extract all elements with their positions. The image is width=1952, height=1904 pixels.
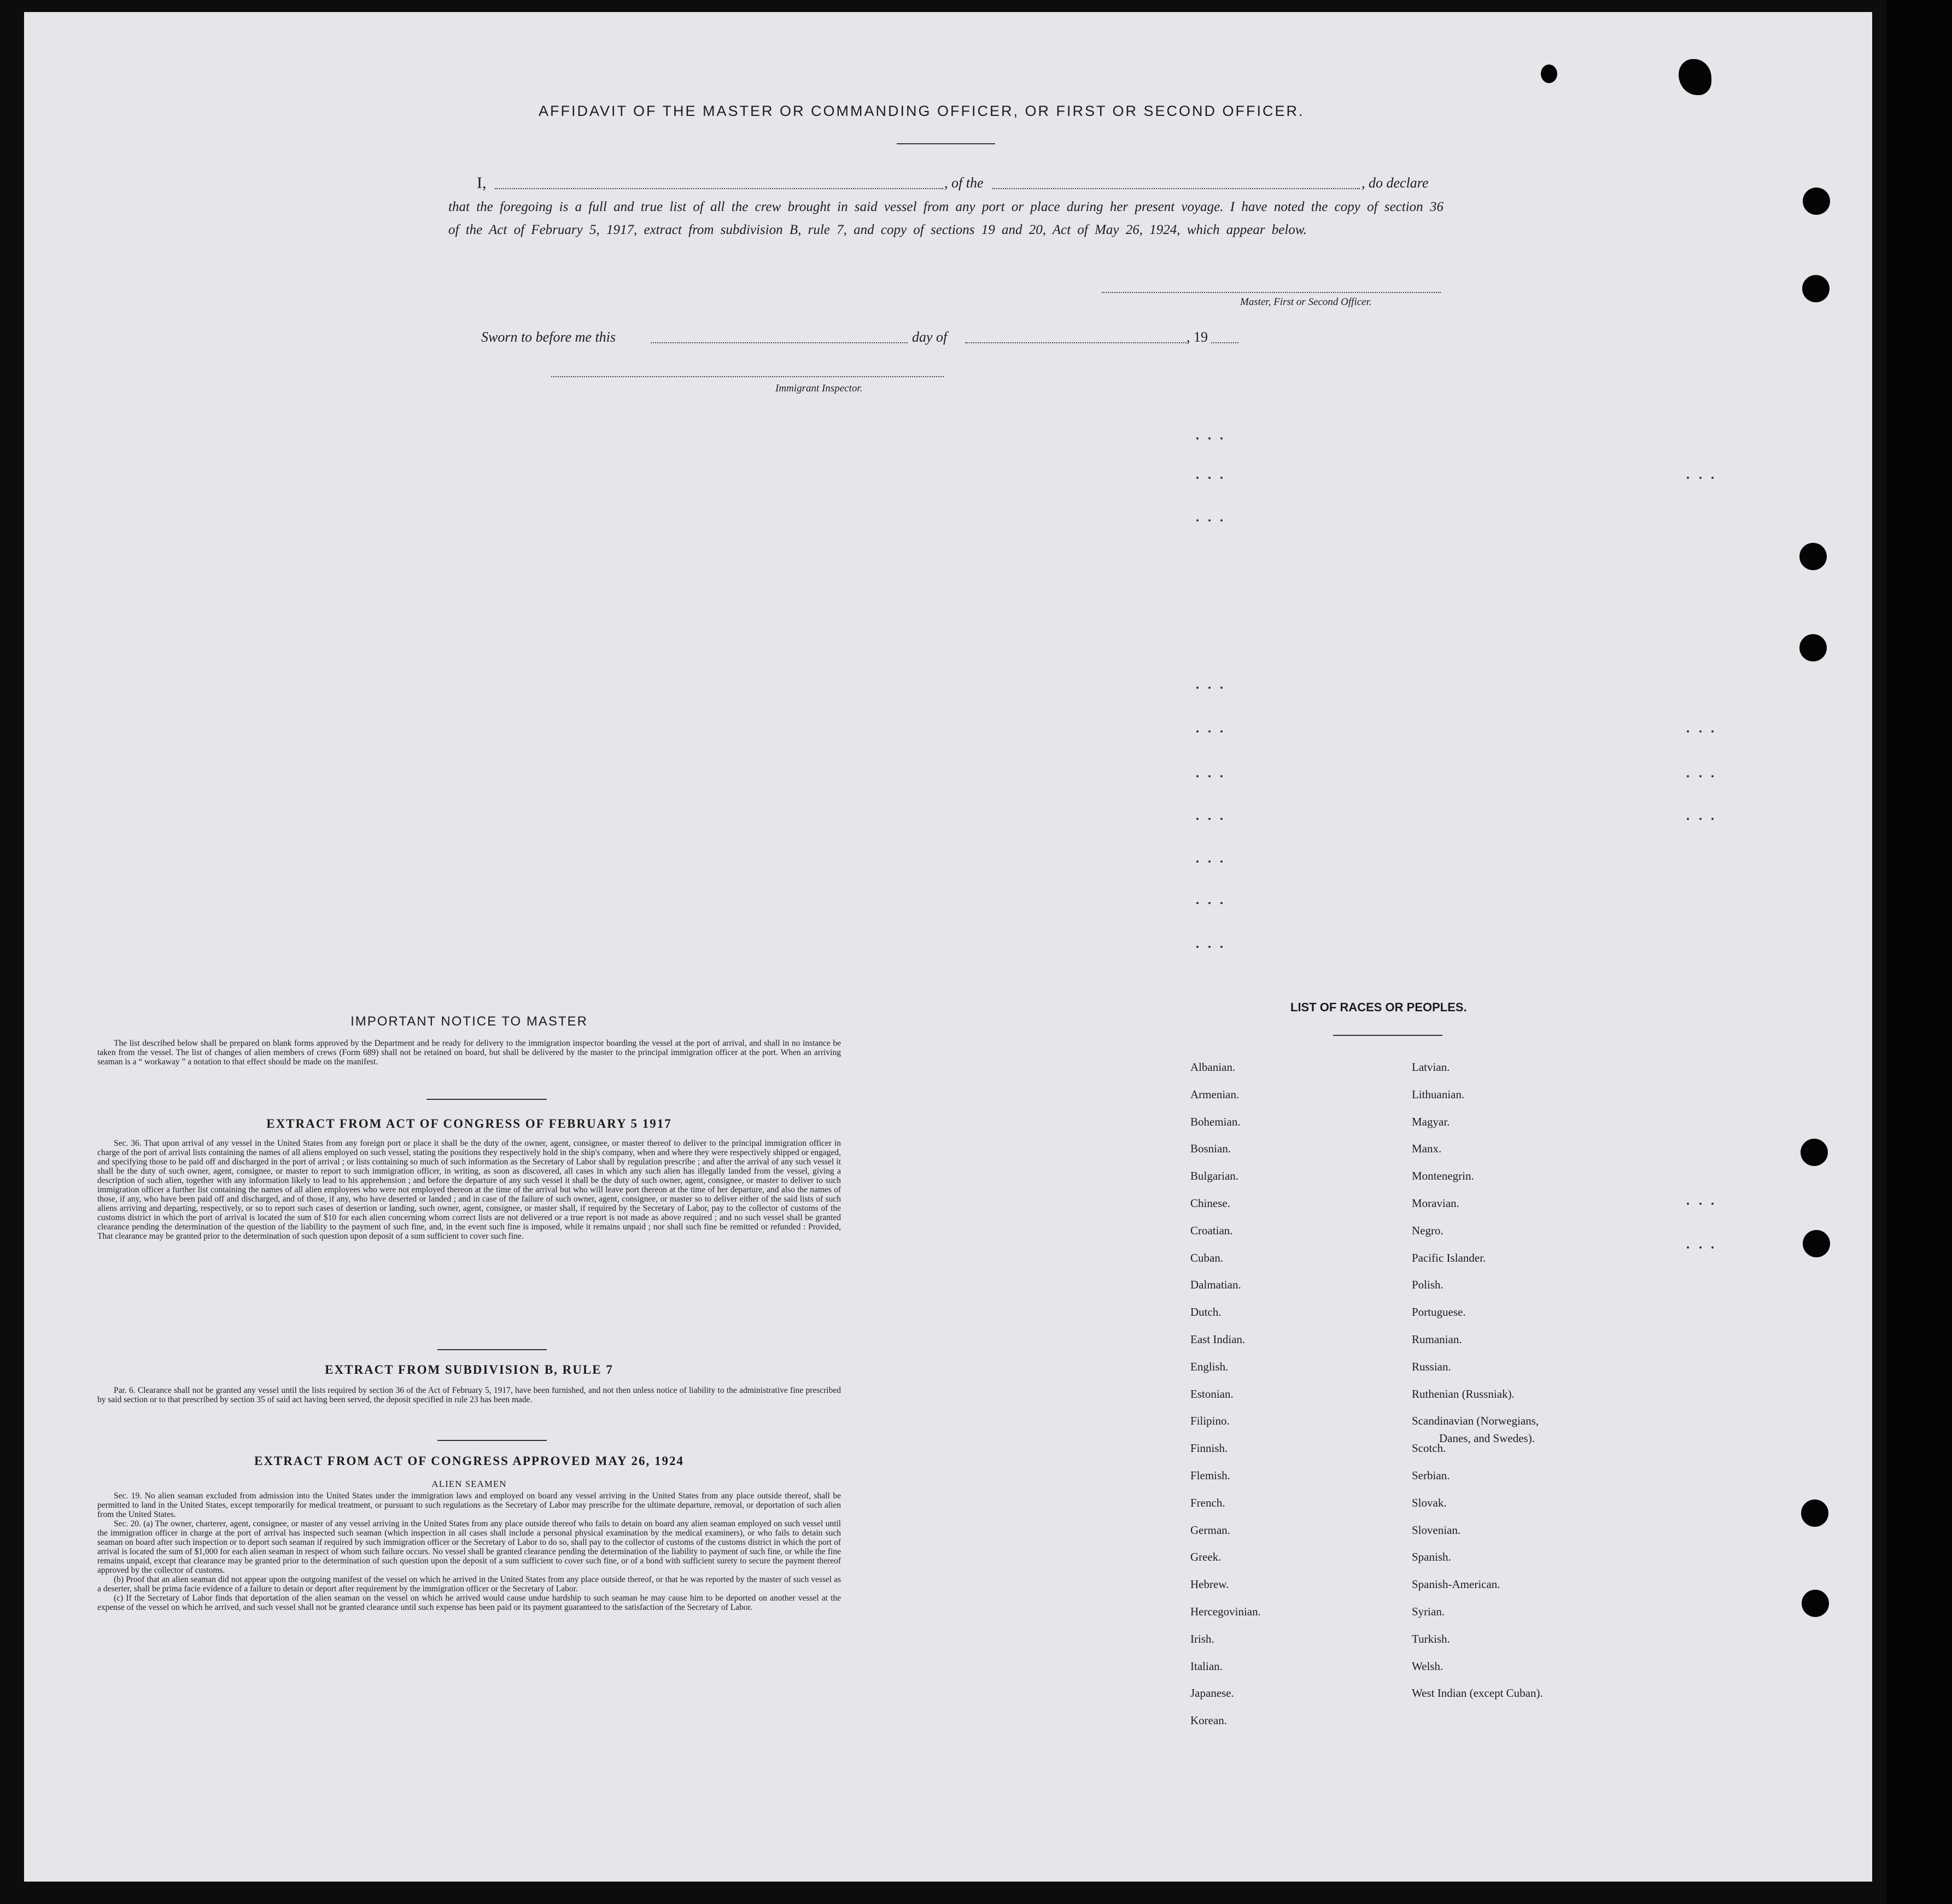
bleed-dot	[1208, 687, 1211, 689]
race-item: Croatian.	[1190, 1223, 1233, 1237]
bleed-dot	[1196, 902, 1199, 904]
race-item: Armenian.	[1190, 1087, 1240, 1101]
bleed-dot	[1196, 687, 1199, 689]
race-item: Turkish.	[1412, 1632, 1450, 1645]
bleed-dot	[1687, 730, 1689, 733]
bleed-dot	[1196, 730, 1199, 733]
title-rule	[897, 143, 995, 144]
race-item: Latvian.	[1412, 1061, 1450, 1074]
master-signature-line[interactable]	[1102, 292, 1441, 293]
punch-hole	[1803, 1230, 1830, 1257]
bleed-dot	[1220, 946, 1223, 948]
punch-hole	[1801, 1139, 1828, 1166]
race-item: Manx.	[1412, 1142, 1442, 1156]
section-rule	[437, 1440, 547, 1441]
race-item: Moravian.	[1412, 1197, 1459, 1210]
bleed-dot	[1196, 519, 1199, 522]
race-item: East Indian.	[1190, 1333, 1246, 1346]
bleed-dot	[1208, 477, 1211, 479]
race-item: French.	[1190, 1496, 1225, 1509]
bleed-dot	[1687, 1246, 1689, 1249]
race-item: Russian.	[1412, 1360, 1451, 1373]
declarant-label: I,	[477, 174, 487, 192]
bleed-dot	[1220, 730, 1223, 733]
sworn-year-line[interactable]	[1211, 342, 1238, 343]
extract-1924-paragraph: (b) Proof that an alien seaman did not appear upon the outgoing manifest of the vessel on which he arrived in the United States from any place outside thereof, or that he was reported by the master of such vessel as a deserter, shall be prima facie evidence of a failure to detain or deport after requirement by the immigration officer or the Secretary of Labor.	[97, 1575, 841, 1593]
race-item: Chinese.	[1190, 1197, 1230, 1210]
extract-1924-title: EXTRACT FROM ACT OF CONGRESS APPROVED MAY 26, 1924	[254, 1454, 684, 1468]
bleed-dot	[1699, 1246, 1702, 1249]
sworn-label: Sworn to before me this	[481, 329, 616, 345]
extract-rule7-title: EXTRACT FROM SUBDIVISION B, RULE 7	[325, 1363, 613, 1376]
bleed-dot	[1208, 775, 1211, 777]
bleed-dot	[1220, 860, 1223, 863]
race-item: Magyar.	[1412, 1115, 1450, 1128]
bleed-dot	[1220, 477, 1223, 479]
bleed-dot	[1208, 437, 1211, 440]
inspector-signature-line[interactable]	[551, 376, 944, 377]
year-label: , 19	[1187, 329, 1208, 345]
bleed-dot	[1208, 946, 1211, 948]
race-item: Syrian.	[1412, 1605, 1445, 1618]
race-item: Negro.	[1412, 1223, 1443, 1237]
race-item: Finnish.	[1190, 1442, 1228, 1455]
race-item: Filipino.	[1190, 1414, 1230, 1428]
bleed-dot	[1208, 902, 1211, 904]
bleed-dot	[1711, 775, 1714, 777]
race-item: Cuban.	[1190, 1251, 1224, 1264]
do-declare-label: , do declare	[1361, 175, 1429, 191]
race-item: Danes, and Swedes).	[1439, 1432, 1535, 1445]
bleed-dot	[1220, 902, 1223, 904]
section-rule	[426, 1099, 547, 1100]
bleed-dot	[1196, 860, 1199, 863]
bleed-dot	[1220, 775, 1223, 777]
race-item: Pacific Islander.	[1412, 1251, 1486, 1264]
races-title: LIST OF RACES OR PEOPLES.	[1290, 1000, 1467, 1014]
race-item: Hebrew.	[1190, 1578, 1229, 1591]
extract-1924-paragraph: Sec. 20. (a) The owner, charterer, agent, consignee, or master of any vessel arriving in the United States from any place outside thereof who fails to detain on board any alien seaman employed on such vessel until the immigration officer in charge at the port of arrival has inspected such seaman (which inspection in all cases shall include a personal physical examination by the medical examiners), or who fails to detain such seaman on board after such inspection or to deport such seaman if required by such immigration officer or the Secretary of Labor to do so, shall pay to the collector of customs of the customs district in which the port of arrival is located the sum of $1,000 for each alien seaman in respect of whom such failure occurs. No vessel shall be granted clearance pending the determination of the liability to payment of such fine, or while the fine remains unpaid, except that clearance may be granted prior to the determination of such question upon the deposit of a sum sufficient to cover such fine, or of a bond with sufficient surety to secure the payment thereof approved by the collector of customs.	[97, 1519, 841, 1575]
bleed-dot	[1196, 437, 1199, 440]
race-item: Estonian.	[1190, 1387, 1234, 1401]
race-item: Spanish.	[1412, 1550, 1451, 1564]
bleed-dot	[1711, 477, 1714, 479]
race-item: Bosnian.	[1190, 1142, 1231, 1156]
extract-1924-text	[97, 1491, 841, 1612]
notice-paragraph: The list described below shall be prepared on blank forms approved by the Department and be ready for delivery to the immigration inspector boarding the vessel at the port of arrival, and shall in no instance be taken from the vessel. The list of changes of alien members of crews (Form 689) shall not be retained on board, but shall be delivered by the master to the principal immigration officer at the port. When an arriving seaman is a “ workaway ” a notation to that effect should be made on the manifest.	[97, 1039, 841, 1067]
bleed-dot	[1196, 477, 1199, 479]
bleed-dot	[1699, 730, 1702, 733]
bleed-dot	[1687, 775, 1689, 777]
race-item: Welsh.	[1412, 1659, 1443, 1673]
race-item: Dalmatian.	[1190, 1278, 1241, 1292]
race-item: Irish.	[1190, 1632, 1214, 1645]
punch-hole	[1799, 543, 1827, 570]
bleed-dot	[1220, 687, 1223, 689]
declarant-name-line[interactable]	[495, 188, 943, 189]
extract-1917-paragraph: Sec. 36. That upon arrival of any vessel in the United States from any foreign port or place it shall be the duty of the owner, agent, consignee, or master thereof to deliver to the principal immigration officer in charge of the port of arrival lists containing the names of all aliens employed on such vessel, stating the positions they respectively hold in the ship's company, when and where they were respectively shipped or engaged, and specifying those to be paid off and discharged in the port of arrival ; or lists containing so much of such information as the Secretary of Labor shall by regulation prescribe ; and after the arrival of any such vessel it shall be the duty of such owner, agent, consignee, or master to report to such immigration officer, in writing, as soon as discovered, all cases in which any such alien has illegally landed from the vessel, giving a description of such alien, together with any information likely to lead to his apprehension ; and before the departure of any such vessel it shall be the duty of such owner, agent, consignee, or master to deliver to such immigration officer a further list containing the names of all alien employees who were not employed thereon at the time of the arrival but who will leave port thereon at the time of her departure, and also the names of those, if any, who have been paid off and discharged, and of those, if any, who have deserted or landed ; and in case of the failure of such owner, agent, consignee, or master so to deliver either of the said lists of such aliens arriving and departing, respectively, or so to report such cases of desertion or landing, such owner, agent, consignee, or master shall, if required by the Secretary of Labor, pay to the collector of customs of the customs district in which the port of arrival is located the sum of $10 for each alien concerning whom correct lists are not delivered or a true report is not made as above required ; and no such vessel shall be granted clearance pending the determination of the question of the liability to the payment of such fine, and, in the event such fine is imposed, while it remains unpaid ; nor shall such fine be remitted or refunded : Provided, That clearance may be granted prior to the determination of such question upon deposit of a sum sufficient to cover such fine.	[97, 1139, 841, 1241]
bleed-dot	[1196, 818, 1199, 820]
sworn-day-line[interactable]	[651, 342, 908, 343]
races-title-rule	[1333, 1035, 1442, 1036]
extract-1924-paragraph: (c) If the Secretary of Labor finds that deportation of the alien seaman on the vessel on which he arrived would cause undue hardship to such seaman he may cause him to be deported on another vessel at the expense of the vessel on which he arrived, and such vessel shall not be granted clearance until such expense has been paid or its payment guaranteed to the satisfaction of the Secretary of Labor.	[97, 1593, 841, 1612]
punch-hole	[1803, 188, 1830, 215]
scan-border	[1886, 0, 1952, 1904]
notice-title: IMPORTANT NOTICE TO MASTER	[350, 1014, 588, 1029]
vessel-name-line[interactable]	[992, 188, 1360, 189]
inspector-caption: Immigrant Inspector.	[775, 383, 863, 394]
race-item: Hercegovinian.	[1190, 1605, 1261, 1618]
race-item: Slovenian.	[1412, 1523, 1461, 1537]
punch-hole	[1799, 634, 1827, 661]
bleed-dot	[1711, 1246, 1714, 1249]
race-item: German.	[1190, 1523, 1230, 1537]
punch-hole	[1801, 1499, 1828, 1527]
bleed-dot	[1711, 818, 1714, 820]
race-item: Dutch.	[1190, 1305, 1222, 1319]
punch-hole	[1802, 1590, 1829, 1617]
bleed-dot	[1220, 437, 1223, 440]
declaration-text: that the foregoing is a full and true list of all the crew brought in said vessel from any port or place during her present voyage. I have noted the copy of section 36 of the Act of February 5, 1917, extract from subdivision B, rule 7, and copy of sections 19 and 20, Act of May 26, 1924, which appear below.	[448, 200, 1443, 237]
punch-hole	[1802, 275, 1830, 302]
race-item: West Indian (except Cuban).	[1412, 1686, 1543, 1700]
affidavit-title: AFFIDAVIT OF THE MASTER OR COMMANDING OFFICER, OR FIRST OR SECOND OFFICER.	[539, 103, 1305, 119]
bleed-dot	[1208, 818, 1211, 820]
race-item: Lithuanian.	[1412, 1087, 1465, 1101]
bleed-dot	[1711, 1203, 1714, 1205]
race-item: Serbian.	[1412, 1469, 1450, 1482]
race-item: Japanese.	[1190, 1686, 1234, 1700]
bleed-dot	[1699, 1203, 1702, 1205]
race-item: Slovak.	[1412, 1496, 1447, 1509]
of-the-label: , of the	[944, 175, 984, 191]
bleed-dot	[1196, 775, 1199, 777]
bleed-dot	[1699, 477, 1702, 479]
extract-1924-paragraph: Sec. 19. No alien seaman excluded from admission into the United States under the immigration laws and employed on board any vessel arriving in the United States from any place outside thereof, shall be permitted to land in the United States, except temporarily for medical treatment, or pursuant to such regulations as the Secretary of Labor may prescribe for the ultimate departure, removal, or deportation of such alien from the United States.	[97, 1491, 841, 1519]
race-item: Montenegrin.	[1412, 1169, 1474, 1183]
section-rule	[437, 1349, 547, 1350]
bleed-dot	[1208, 860, 1211, 863]
master-signature-caption: Master, First or Second Officer.	[1240, 296, 1372, 308]
notice-text	[97, 1039, 841, 1067]
extract-rule7-paragraph: Par. 6. Clearance shall not be granted any vessel until the lists required by section 36 of the Act of February 5, 1917, have been furnished, and not then unless notice of liability to the administrative fine prescribed by said section or to that prescribed by section 35 of said act having been served, the deposit specified in rule 23 has been made.	[97, 1386, 841, 1404]
race-item: Rumanian.	[1412, 1333, 1462, 1346]
bleed-dot	[1699, 818, 1702, 820]
extract-1917-text	[97, 1139, 841, 1241]
race-item: Portuguese.	[1412, 1305, 1466, 1319]
race-item: Greek.	[1190, 1550, 1222, 1564]
race-item: Scandinavian (Norwegians,	[1412, 1414, 1539, 1428]
sworn-month-line[interactable]	[965, 342, 1187, 343]
extract-1924-subtitle: ALIEN SEAMEN	[431, 1479, 507, 1489]
race-item: English.	[1190, 1360, 1229, 1373]
bleed-dot	[1196, 946, 1199, 948]
ink-blot	[1541, 65, 1557, 83]
bleed-dot	[1208, 519, 1211, 522]
bleed-dot	[1208, 730, 1211, 733]
bleed-dot	[1699, 775, 1702, 777]
day-of-label: day of	[912, 329, 948, 345]
race-item: Flemish.	[1190, 1469, 1230, 1482]
race-item: Bohemian.	[1190, 1115, 1241, 1128]
bleed-dot	[1220, 519, 1223, 522]
race-item: Bulgarian.	[1190, 1169, 1239, 1183]
extract-rule7-text	[97, 1386, 841, 1404]
bleed-dot	[1687, 477, 1689, 479]
bleed-dot	[1711, 730, 1714, 733]
race-item: Polish.	[1412, 1278, 1443, 1292]
race-item: Ruthenian (Russniak).	[1412, 1387, 1515, 1401]
race-item: Scotch.	[1412, 1442, 1446, 1455]
race-item: Albanian.	[1190, 1061, 1236, 1074]
extract-1917-title: EXTRACT FROM ACT OF CONGRESS OF FEBRUARY 5 1917	[266, 1117, 672, 1130]
bleed-dot	[1220, 818, 1223, 820]
race-item: Italian.	[1190, 1659, 1223, 1673]
race-item: Spanish-American.	[1412, 1578, 1500, 1591]
bleed-dot	[1687, 1203, 1689, 1205]
bleed-dot	[1687, 818, 1689, 820]
race-item: Korean.	[1190, 1714, 1228, 1727]
